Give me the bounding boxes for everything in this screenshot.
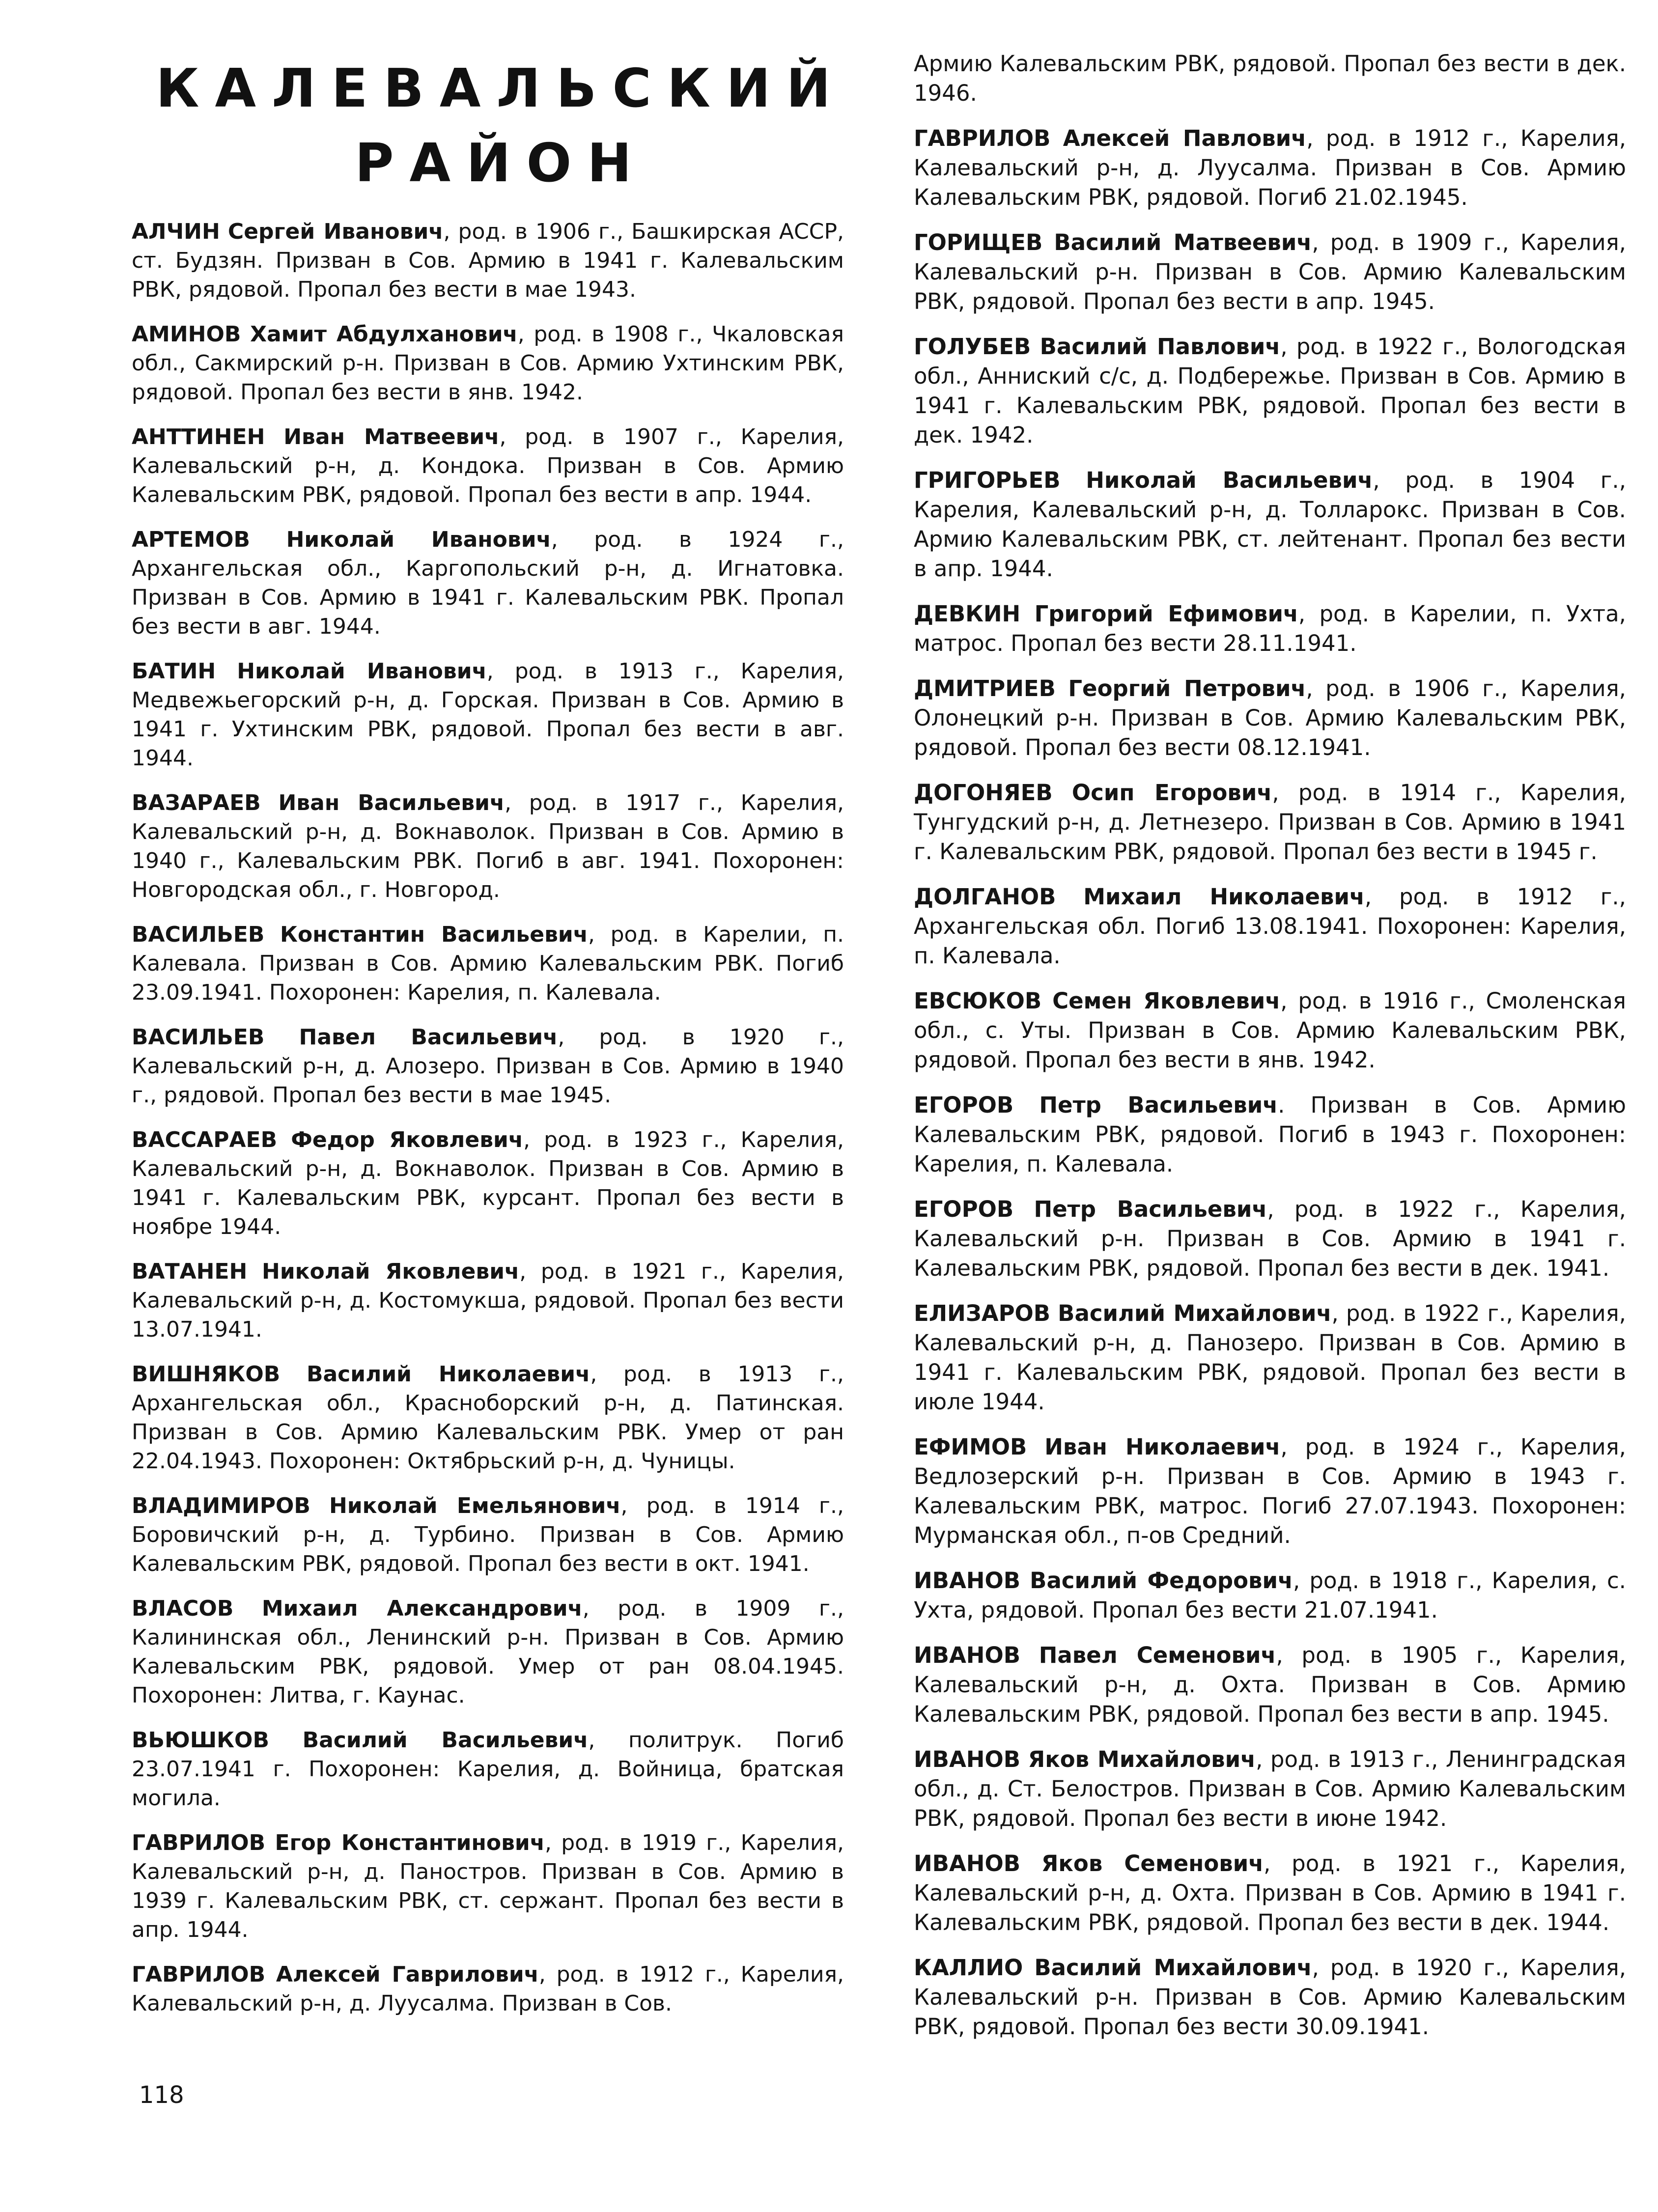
memorial-entry — [914, 124, 1626, 212]
memorial-entry — [914, 778, 1626, 867]
entry-surname: АЛЧИН — [132, 219, 220, 244]
entry-given-names: Николай Иванович — [286, 527, 551, 552]
entry-given-names: Егор Константинович — [275, 1830, 545, 1855]
entry-given-names: Василий Матвеевич — [1054, 229, 1312, 255]
entry-surname: ВЛАСОВ — [132, 1596, 234, 1621]
entry-given-names: Павел Семенович — [1039, 1642, 1276, 1668]
entry-surname: ВЛАДИМИРОВ — [132, 1493, 310, 1518]
memorial-entry — [132, 1726, 844, 1813]
entry-details: , род. в 1919 г., Карелия, Калевальский р-н, д. Паностров. Призван в Сов. Армию в 1939 г. Калевальским РВК, ст. сержант. Пропал без вести в апр. 1944. — [132, 1830, 844, 1942]
entry-details: Армию Калевальским РВК, рядовой. Пропал без вести в дек. 1946. — [914, 51, 1626, 106]
entry-given-names: Михаил Николаевич — [1083, 884, 1365, 910]
entry-details: , род. в 1922 г., Вологодская обл., Анниский с/с, д. Подбережье. Призван в Сов. Армию в 1941 г. Калевальским РВК, рядовой. Пропал без вести в дек. 1942. — [914, 334, 1627, 448]
entry-details: , род. в 1913 г., Карелия, Медвежьегорский р-н, д. Горская. Призван в Сов. Армию в 1941 г. Ухтинским РВК, рядовой. Пропал без вести в авг. 1944. — [132, 659, 844, 771]
entry-details: , политрук. Погиб 23.07.1941 г. Похоронен: Карелия, д. Войница, братская могила. — [132, 1728, 844, 1811]
entry-surname: ДОГОНЯЕВ — [914, 780, 1053, 806]
entry-surname: БАТИН — [132, 659, 216, 684]
memorial-entry — [132, 1594, 844, 1710]
memorial-entry — [914, 1299, 1626, 1417]
entry-given-names: Павел Васильевич — [299, 1025, 558, 1050]
memorial-entry — [914, 674, 1626, 762]
entry-surname: ИВАНОВ — [914, 1568, 1021, 1594]
memorial-entry — [132, 525, 844, 641]
entry-details: , род. в 1909 г., Карелия, Калевальский р-н. Призван в Сов. Армию Калевальским РВК, рядовой. Пропал без вести в апр. 1945. — [914, 229, 1626, 314]
memorial-entry — [132, 217, 844, 304]
memorial-entry — [914, 1745, 1626, 1833]
entry-details: , род. в 1921 г., Карелия, Калевальский р-н, д. Костомукша, рядовой. Пропал без вести 13.07.1941. — [132, 1259, 844, 1342]
entry-details: , род. в 1922 г., Карелия, Калевальский р-н. Призван в Сов. Армию в 1941 г. Калевальским РВК, рядовой. Пропал без вести в дек. 1941. — [914, 1196, 1626, 1281]
page-title — [133, 52, 870, 201]
entry-surname: ГАВРИЛОВ — [132, 1962, 266, 1987]
entry-surname: ВЬЮШКОВ — [132, 1728, 269, 1753]
memorial-entry — [914, 332, 1626, 450]
memorial-entry — [132, 320, 844, 407]
entry-surname: ДЕВКИН — [914, 601, 1021, 627]
memorial-entry — [914, 1641, 1626, 1729]
entry-details: , род. в 1923 г., Карелия, Калевальский р-н, д. Вокнаволок. Призван в Сов. Армию в 1941 г. Калевальским РВК, курсант. Пропал без вести в ноябре 1944. — [132, 1127, 844, 1239]
entry-given-names: Яков Михайлович — [1028, 1746, 1256, 1772]
entry-details: , род. в 1913 г., Ленинградская обл., д. Ст. Белостров. Призван в Сов. Армию Калевальским РВК, рядовой. Пропал без вести в июне 1942. — [914, 1746, 1626, 1831]
entry-details: , род. в 1906 г., Карелия, Олонецкий р-н. Призван в Сов. Армию Калевальским РВК, рядовой. Пропал без вести 08.12.1941. — [914, 675, 1626, 760]
entry-surname: ЕЛИЗАРОВ — [914, 1300, 1051, 1326]
entry-surname: ИВАНОВ — [914, 1850, 1021, 1876]
entry-details: , род. в 1905 г., Карелия, Калевальский р-н, д. Охта. Призван в Сов. Армию Калевальским РВК, рядовой. Пропал без вести в апр. 1945. — [914, 1642, 1627, 1727]
entry-surname: ДОЛГАНОВ — [914, 884, 1056, 910]
entry-given-names: Хамит Абдулханович — [250, 322, 518, 347]
memorial-entry — [914, 466, 1626, 584]
entry-details: , род. в Карелии, п. Ухта, матрос. Пропал без вести 28.11.1941. — [914, 601, 1626, 656]
memorial-entry — [914, 599, 1626, 658]
memorial-entry — [132, 1491, 844, 1578]
left-column — [132, 217, 844, 2034]
entry-surname: КАЛЛИО — [914, 1955, 1023, 1981]
entry-given-names: Иван Матвеевич — [283, 424, 500, 449]
entry-surname: ГАВРИЛОВ — [132, 1830, 266, 1855]
memorial-entry — [914, 1195, 1626, 1283]
entry-given-names: Алексей Гаврилович — [276, 1962, 539, 1987]
entry-surname: ЕВСЮКОВ — [914, 988, 1042, 1014]
entry-details: , род. в 1912 г., Архангельская обл. Погиб 13.08.1941. Похоронен: Карелия, п. Калевала. — [914, 884, 1626, 969]
entry-details: , род. в 1912 г., Карелия, Калевальский р-н, д. Луусалма. Призван в Сов. Армию Калевальским РВК, рядовой. Погиб 21.02.1945. — [914, 125, 1626, 210]
entry-given-names: Сергей Иванович — [227, 219, 444, 244]
entry-details: , род. в Карелии, п. Калевала. Призван в Сов. Армию Калевальским РВК. Погиб 23.09.1941. Похоронен: Карелия, п. Калевала. — [132, 922, 844, 1005]
memorial-entry — [132, 1125, 844, 1241]
entry-given-names: Василий Михайлович — [1058, 1300, 1332, 1326]
memorial-entry — [132, 920, 844, 1007]
entry-details: , род. в 1924 г., Карелия, Ведлозерский р-н. Призван в Сов. Армию в 1943 г. Калевальским РВК, матрос. Погиб 27.07.1943. Похоронен: Мурманская обл., п-ов Средний. — [914, 1434, 1626, 1548]
entry-details: , род. в 1918 г., Карелия, с. Ухта, рядовой. Пропал без вести 21.07.1941. — [914, 1568, 1626, 1623]
entry-given-names: Яков Семенович — [1041, 1850, 1264, 1876]
memorial-entry — [132, 1960, 844, 2018]
entry-surname: ВАЗАРАЕВ — [132, 790, 261, 815]
entry-given-names: Григорий Ефимович — [1034, 601, 1298, 627]
entry-given-names: Петр Васильевич — [1039, 1092, 1278, 1118]
entry-given-names: Василий Федорович — [1030, 1568, 1293, 1594]
entry-details: , род. в 1921 г., Карелия, Калевальский р-н, д. Охта. Призван в Сов. Армию в 1941 г. Калевальским РВК, рядовой. Пропал без вести в дек. 1944. — [914, 1850, 1626, 1935]
entry-given-names: Михаил Александрович — [261, 1596, 583, 1621]
entry-details: , род. в 1906 г., Башкирская АССР, ст. Будзян. Призван в Сов. Армию в 1941 г. Калевальским РВК, рядовой. Пропал без вести в мае 1943. — [132, 219, 844, 302]
memorial-entry — [132, 1257, 844, 1344]
entry-details: , род. в 1914 г., Карелия, Тунгудский р-н, д. Летнезеро. Призван в Сов. Армию в 1941 г. Калевальским РВК, рядовой. Пропал без вести в 1945 г. — [914, 780, 1626, 865]
entry-details: , род. в 1917 г., Карелия, Калевальский р-н, д. Вокнаволок. Призван в Сов. Армию в 1940 г., Калевальским РВК. Погиб в авг. 1941. Похоронен: Новгородская обл., г. Новгород. — [132, 790, 844, 902]
entry-details: . Призван в Сов. Армию Калевальским РВК, рядовой. Погиб в 1943 г. Похоронен: Карелия, п. Калевала. — [914, 1092, 1626, 1177]
entry-given-names: Алексей Павлович — [1063, 125, 1307, 151]
entry-given-names: Василий Николаевич — [306, 1362, 590, 1387]
page-number: 118 — [139, 2081, 184, 2109]
entry-surname: ГАВРИЛОВ — [914, 125, 1051, 151]
entry-details: , род. в 1904 г., Карелия, Калевальский р-н, д. Толларокс. Призван в Сов. Армию Калевальским РВК, ст. лейтенант. Пропал без вести в апр. 1944. — [914, 467, 1626, 582]
memorial-entry — [914, 986, 1626, 1075]
memorial-entry — [132, 1023, 844, 1110]
entry-surname: ЕГОРОВ — [914, 1092, 1014, 1118]
page-title-line-1: КАЛЕВАЛЬСКИЙ — [156, 58, 846, 119]
memorial-entry — [914, 882, 1626, 971]
memorial-entry — [132, 788, 844, 904]
entry-details: , род. в 1913 г., Архангельская обл., Красноборский р-н, д. Патинская. Призван в Сов. Армию Калевальским РВК. Умер от ран 22.04.1943. Похоронен: Октябрьский р-н, д. Чуницы. — [132, 1362, 844, 1474]
memorial-entry — [914, 228, 1626, 316]
memorial-entry — [914, 1432, 1626, 1550]
entry-surname: ВИШНЯКОВ — [132, 1362, 281, 1387]
memorial-entry — [914, 1091, 1626, 1179]
entry-given-names: Федор Яковлевич — [291, 1127, 524, 1152]
entry-given-names: Василий Павлович — [1040, 334, 1281, 360]
entry-surname: АМИНОВ — [132, 322, 241, 347]
entry-surname: ИВАНОВ — [914, 1746, 1021, 1772]
entry-surname: ВАСИЛЬЕВ — [132, 922, 265, 947]
entry-surname: ДМИТРИЕВ — [914, 675, 1056, 701]
entry-given-names: Николай Иванович — [237, 659, 487, 684]
entry-surname: ВАТАНЕН — [132, 1259, 248, 1284]
entry-given-names: Иван Николаевич — [1044, 1434, 1281, 1460]
entry-surname: АНТТИНЕН — [132, 424, 265, 449]
memorial-entry — [132, 657, 844, 773]
entry-surname: ЕГОРОВ — [914, 1196, 1014, 1222]
memorial-entry — [132, 422, 844, 509]
memorial-entry — [132, 1360, 844, 1476]
entry-details: , род. в 1916 г., Смоленская обл., с. Уты. Призван в Сов. Армию Калевальским РВК, рядовой. Пропал без вести в янв. 1942. — [914, 988, 1626, 1073]
entry-surname: ГОРИЩЕВ — [914, 229, 1043, 255]
entry-given-names: Петр Васильевич — [1034, 1196, 1267, 1222]
entry-surname: ГОЛУБЕВ — [914, 334, 1031, 360]
entry-surname: ЕФИМОВ — [914, 1434, 1027, 1460]
entry-surname: ВАСИЛЬЕВ — [132, 1025, 265, 1050]
entry-details: , род. в 1920 г., Карелия, Калевальский р-н. Призван в Сов. Армию Калевальским РВК, рядовой. Пропал без вести 30.09.1941. — [914, 1955, 1626, 2040]
memorial-entry — [914, 1953, 1626, 2042]
entry-details: , род. в 1924 г., Архангельская обл., Каргопольский р-н, д. Игнатовка. Призван в Сов. Армию в 1941 г. Калевальским РВК. Пропал без вести в авг. 1944. — [132, 527, 844, 639]
entry-details: , род. в 1920 г., Калевальский р-н, д. Алозеро. Призван в Сов. Армию в 1940 г., рядовой. Пропал без вести в мае 1945. — [132, 1025, 844, 1108]
entry-given-names: Осип Егорович — [1071, 780, 1272, 806]
entry-surname: ГРИГОРЬЕВ — [914, 467, 1061, 493]
entry-details: , род. в 1912 г., Карелия, Калевальский р-н, д. Луусалма. Призван в Сов. — [132, 1962, 844, 2016]
right-column — [914, 49, 1626, 2057]
entry-surname: АРТЕМОВ — [132, 527, 251, 552]
entry-details: , род. в 1922 г., Карелия, Калевальский р-н, д. Панозеро. Призван в Сов. Армию в 1941 г. Калевальским РВК, рядовой. Пропал без вести в июле 1944. — [914, 1300, 1626, 1415]
memorial-entry — [914, 49, 1626, 108]
entry-details: , род. в 1914 г., Боровичский р-н, д. Турбино. Призван в Сов. Армию Калевальским РВК, рядовой. Пропал без вести в окт. 1941. — [132, 1493, 844, 1576]
entry-details: , род. в 1909 г., Калининская обл., Ленинский р-н. Призван в Сов. Армию Калевальским РВК, рядовой. Умер от ран 08.04.1945. Похоронен: Литва, г. Каунас. — [132, 1596, 844, 1708]
entry-given-names: Николай Васильевич — [1086, 467, 1373, 493]
entry-surname: ВАССАРАЕВ — [132, 1127, 278, 1152]
page-title-line-2: РАЙОН — [355, 133, 647, 194]
entry-given-names: Николай Яковлевич — [262, 1259, 520, 1284]
entry-surname: ИВАНОВ — [914, 1642, 1021, 1668]
entry-details: , род. в 1908 г., Чкаловская обл., Сакмирский р-н. Призван в Сов. Армию Ухтинским РВК, рядовой. Пропал без вести в янв. 1942. — [132, 322, 844, 405]
entry-given-names: Константин Васильевич — [280, 922, 588, 947]
memorial-entry — [914, 1849, 1626, 1937]
entry-given-names: Василий Васильевич — [302, 1728, 589, 1753]
entry-given-names: Семен Яковлевич — [1052, 988, 1281, 1014]
entry-given-names: Василий Михайлович — [1034, 1955, 1312, 1981]
entry-given-names: Иван Васильевич — [278, 790, 505, 815]
entry-given-names: Николай Емельянович — [329, 1493, 621, 1518]
memorial-entry — [132, 1828, 844, 1944]
memorial-entry — [914, 1566, 1626, 1625]
entry-given-names: Георгий Петрович — [1068, 675, 1306, 701]
entry-details: , род. в 1907 г., Карелия, Калевальский р-н, д. Кондока. Призван в Сов. Армию Калевальским РВК, рядовой. Пропал без вести в апр. 1944. — [132, 424, 844, 507]
